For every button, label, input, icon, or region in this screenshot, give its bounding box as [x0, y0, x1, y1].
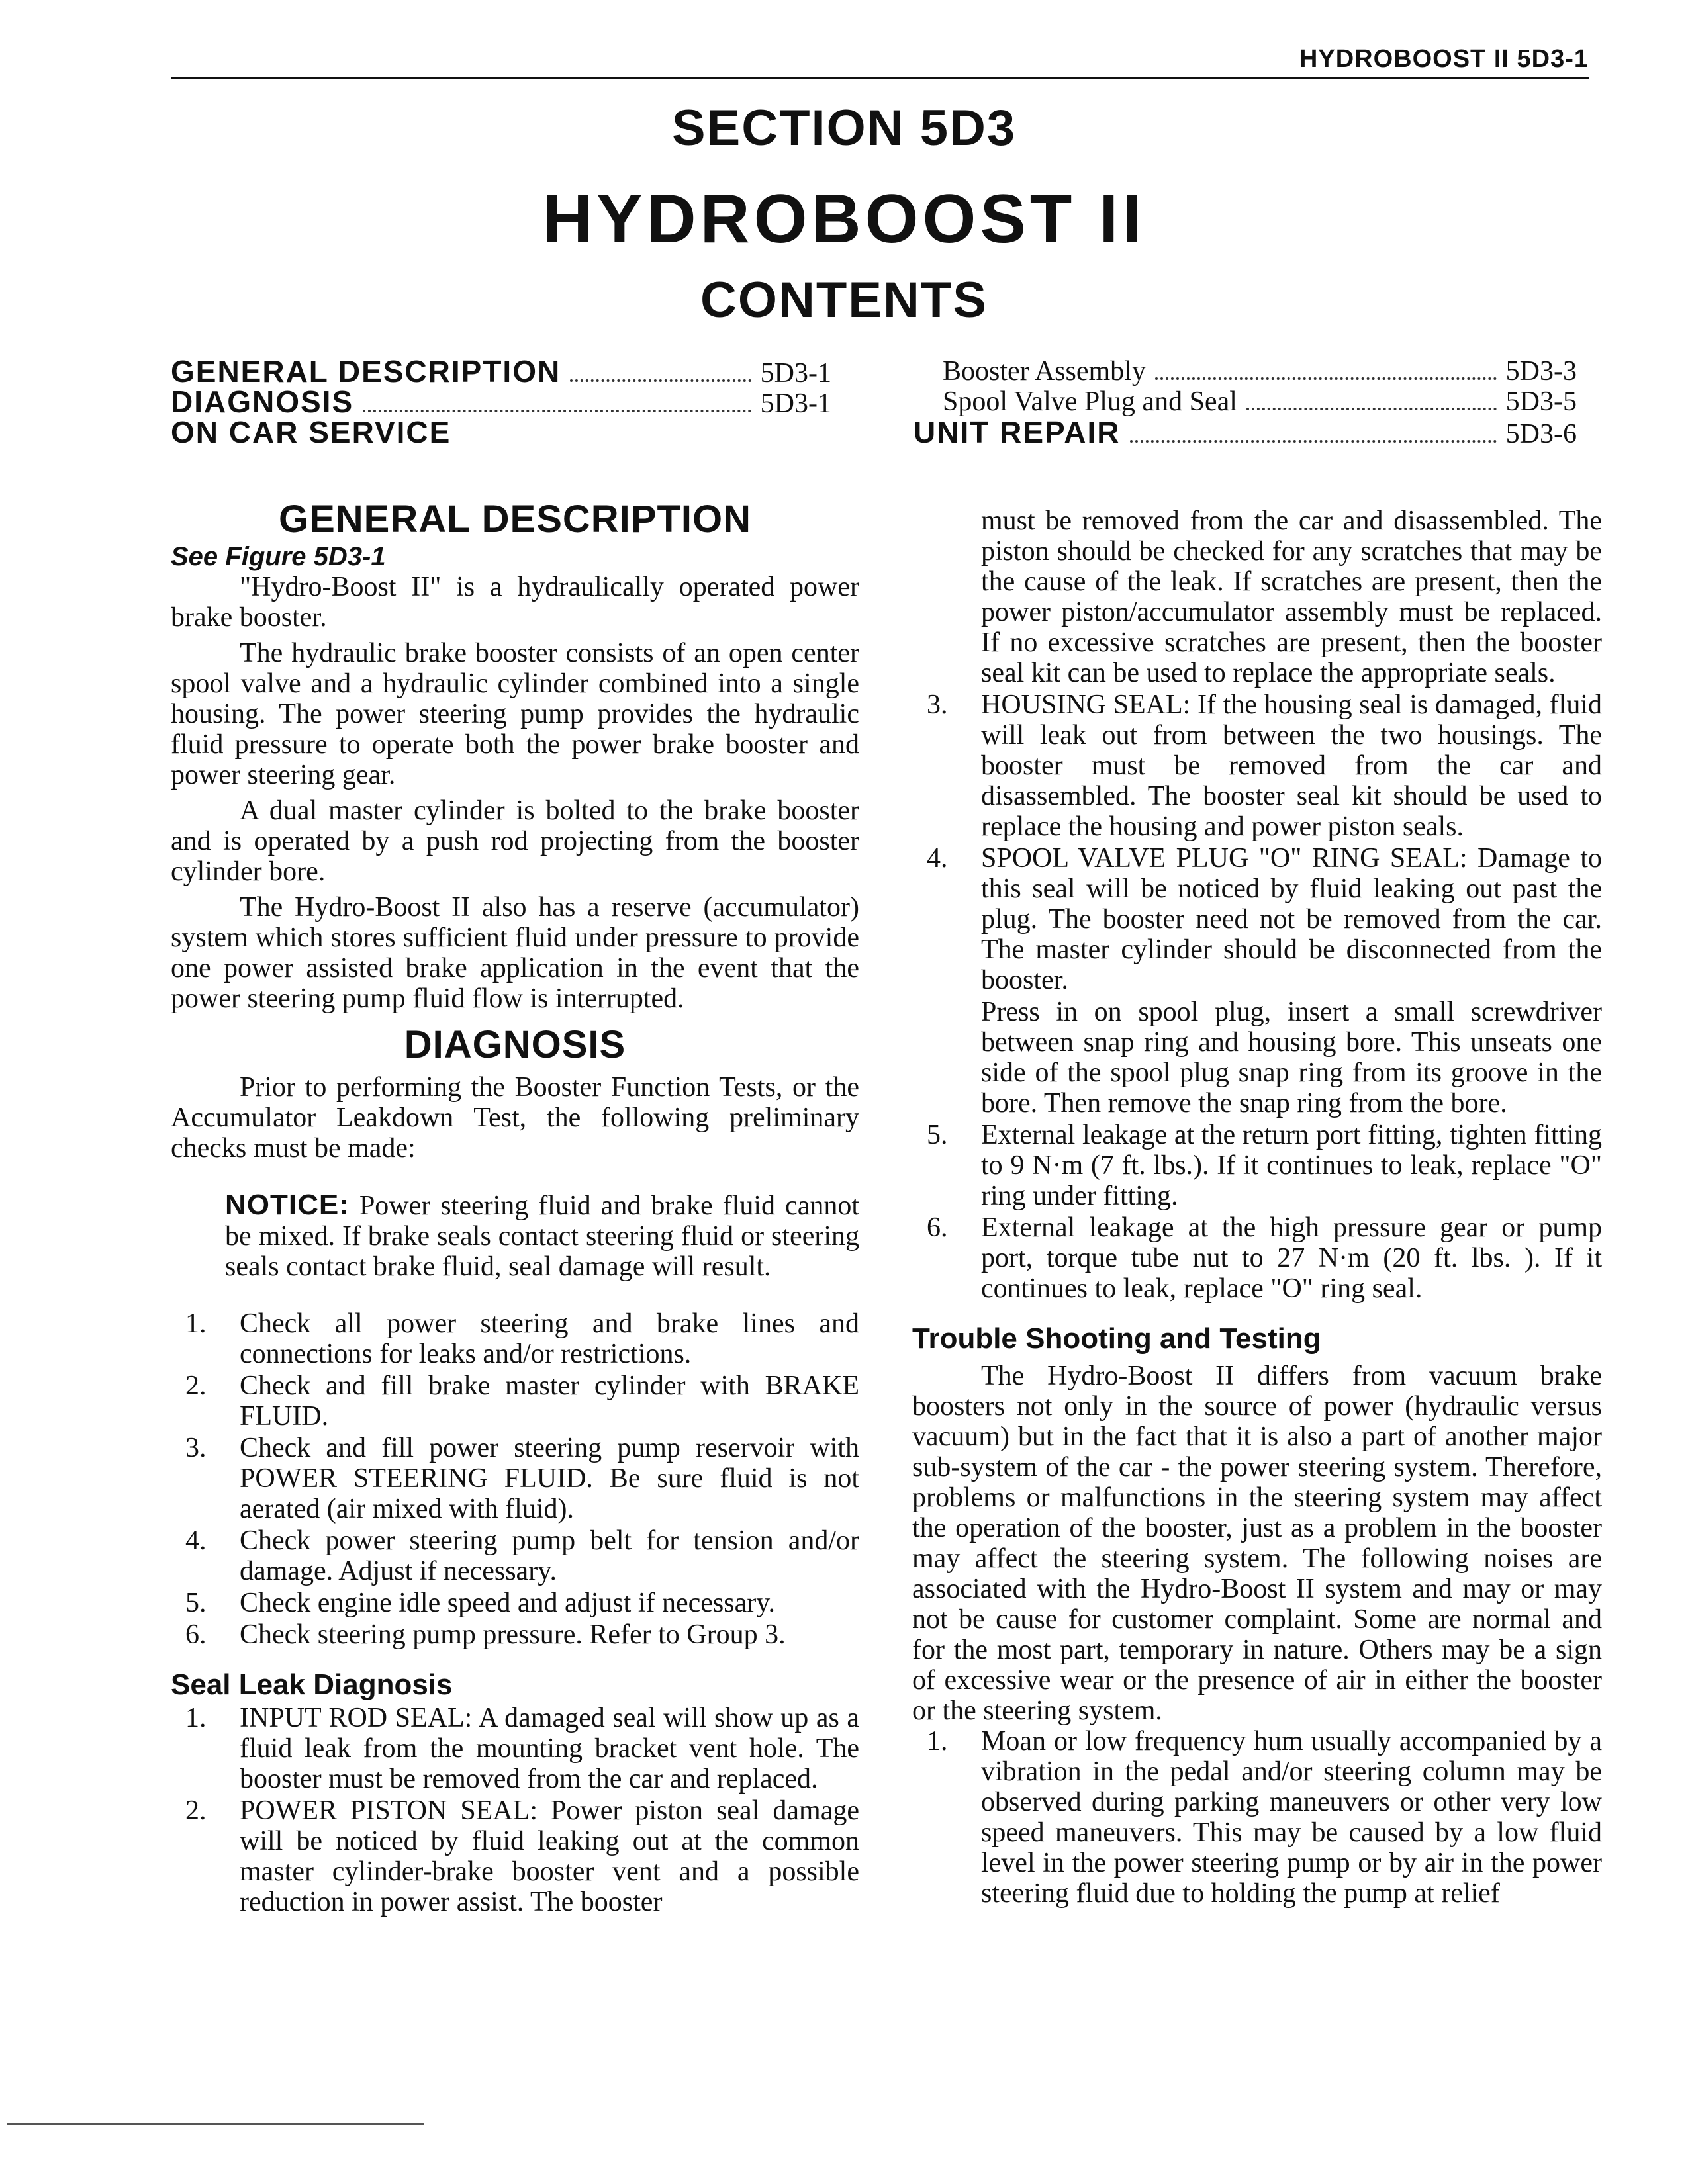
seal-leak-heading: Seal Leak Diagnosis — [171, 1668, 453, 1701]
general-description-heading: GENERAL DESCRIPTION — [278, 498, 751, 541]
contents-title: CONTENTS — [700, 272, 988, 328]
toc-left — [171, 356, 831, 447]
right-column — [912, 506, 1602, 1910]
paragraph: A dual master cylinder is bolted to the brake booster and is operated by a push rod projecting from the booster cylinder bore. — [171, 796, 859, 887]
list-item — [171, 1525, 859, 1586]
list-item — [171, 1308, 859, 1369]
paragraph: "Hydro-Boost II" is a hydraulically operated power brake booster. — [171, 572, 859, 633]
paragraph: The Hydro-Boost II differs from vacuum brake boosters not only in the source of power (hydraulic versus vacuum) but in the fact that it is also a part of another major sub-system of the car - the power steering system. Therefore, problems or malfunctions in the steering system may affect the operation of the booster, just as a problem in the booster may affect the steering system. The following noises are associated with the Hydro-Boost II system and may or may not be cause for customer complaint. Some are normal and for the most part, temporary in nature. Others may be a sign of excessive wear or the presence of air in either the booster or the steering system. — [912, 1361, 1602, 1726]
toc-leader — [570, 379, 751, 382]
list-number: 1. — [185, 1308, 207, 1339]
notice-box — [225, 1190, 859, 1282]
list-item — [912, 1726, 1602, 1909]
list-number: 4. — [185, 1525, 207, 1556]
list-text: Check all power steering and brake lines and connections for leaks and/or restrictions. — [240, 1308, 859, 1369]
list-item — [912, 843, 1602, 995]
toc-page: 5D3-1 — [760, 388, 831, 419]
page-title: HYDROBOOST II — [542, 181, 1146, 257]
list-text: INPUT ROD SEAL: A damaged seal will show up as a fluid leak from the mounting bracket vent hole. The booster must be removed from the car and replaced. — [240, 1703, 859, 1794]
list-text: HOUSING SEAL: If the housing seal is damaged, fluid will leak out from between the two housings. The booster must be removed from the car and disassembled. The booster seal kit should be used to replace the housing and power piston seals. — [981, 690, 1602, 842]
list-item — [171, 1433, 859, 1524]
toc-page: 5D3-1 — [760, 358, 831, 388]
seal-leak-list — [171, 1703, 859, 1917]
footer-rule — [7, 2123, 424, 2125]
toc-entry[interactable] — [914, 417, 1577, 447]
toc-entry[interactable] — [171, 356, 831, 387]
section-title: SECTION 5D3 — [671, 100, 1017, 156]
list-text: Check steering pump pressure. Refer to Group 3. — [240, 1619, 786, 1650]
paragraph: Prior to performing the Booster Function Tests, or the Accumulator Leakdown Test, the following preliminary checks must be made: — [171, 1072, 859, 1163]
list-number: 1. — [185, 1703, 207, 1733]
list-number: 3. — [185, 1433, 207, 1463]
paragraph: The hydraulic brake booster consists of an open center spool valve and a hydraulic cylinder combined into a single housing. The power steering pump provides the hydraulic fluid pressure to operate both the power brake booster and power steering gear. — [171, 638, 859, 790]
list-number: 5. — [185, 1588, 207, 1618]
toc-leader — [1246, 408, 1497, 410]
list-number: 2. — [185, 1796, 207, 1826]
list-number: 3. — [927, 690, 948, 720]
toc-label: UNIT REPAIR — [914, 415, 1121, 449]
toc-label: Spool Valve Plug and Seal — [943, 387, 1237, 417]
list-text: Moan or low frequency hum usually accompanied by a vibration in the pedal and/or steering column may be observed during parking maneuvers or other very low speed maneuvers. This may be caused by a low fluid level in the power steering pump or by air in the power steering fluid due to holding the pump at relief — [981, 1726, 1602, 1909]
list-item — [912, 690, 1602, 842]
preliminary-checks-list — [171, 1308, 859, 1650]
toc-right — [914, 356, 1577, 447]
toc-page: 5D3-6 — [1505, 419, 1577, 449]
seal-leak-list-end — [912, 1120, 1602, 1304]
list-text: Check engine idle speed and adjust if necessary. — [240, 1588, 775, 1618]
list-number: 6. — [927, 1212, 948, 1243]
list-item — [171, 1796, 859, 1917]
list-number: 5. — [927, 1120, 948, 1150]
toc-label: GENERAL DESCRIPTION — [171, 354, 561, 388]
list-item — [171, 1371, 859, 1432]
list-item — [171, 1588, 859, 1618]
list-number: 1. — [927, 1726, 948, 1756]
header-rule — [171, 77, 1589, 79]
list-number: 2. — [185, 1371, 207, 1401]
list-item — [912, 1120, 1602, 1211]
list-item — [912, 1212, 1602, 1304]
toc-entry[interactable] — [914, 387, 1577, 417]
toc-label: DIAGNOSIS — [171, 385, 354, 419]
figure-reference: See Figure 5D3-1 — [171, 542, 386, 571]
trouble-shooting-heading: Trouble Shooting and Testing — [912, 1322, 1321, 1355]
list-text: External leakage at the return port fitting, tighten fitting to 9 N·m (7 ft. lbs.). If it continues to leak, replace "O" ring under fitting. — [981, 1120, 1602, 1211]
list-text: SPOOL VALVE PLUG "O" RING SEAL: Damage to this seal will be noticed by fluid leaking out past the plug. The booster need not be removed from the car. The master cylinder should be disconnected from the booster. — [981, 843, 1602, 995]
toc-entry[interactable] — [171, 417, 831, 447]
diagnosis-heading: DIAGNOSIS — [404, 1023, 626, 1066]
list-item-continuation: Press in on spool plug, insert a small screwdriver between snap ring and housing bore. This unseats one side of the spool plug snap ring from its groove in the bore. Then remove the snap ring from the bore. — [981, 997, 1602, 1118]
toc-leader — [1155, 377, 1497, 380]
toc-entry[interactable] — [171, 387, 831, 417]
notice-text: Power steering fluid and brake fluid cannot be mixed. If brake seals contact steering fluid or steering seals contact brake fluid, seal damage will result. — [225, 1191, 859, 1282]
list-item — [171, 1703, 859, 1794]
toc-page: 5D3-3 — [1505, 356, 1577, 387]
list-item-continuation: must be removed from the car and disassembled. The piston should be checked for any scratches that may be the cause of the leak. If scratches are present, then the power piston/accumulator assembly must be replaced. If no excessive scratches are present, then the booster seal kit can be used to replace the appropriate seals. — [981, 506, 1602, 688]
toc-label: Booster Assembly — [943, 356, 1146, 387]
list-number: 4. — [927, 843, 948, 874]
seal-leak-list-continued — [912, 690, 1602, 995]
list-number: 6. — [185, 1619, 207, 1650]
list-text: Check and fill brake master cylinder with BRAKE FLUID. — [240, 1371, 859, 1432]
list-text: Check and fill power steering pump reservoir with POWER STEERING FLUID. Be sure fluid is not aerated (air mixed with fluid). — [240, 1433, 859, 1524]
paragraph: The Hydro-Boost II also has a reserve (accumulator) system which stores sufficient fluid under pressure to provide one power assisted brake application in the event that the power steering pump fluid flow is interrupted. — [171, 892, 859, 1014]
running-head: HYDROBOOST II 5D3-1 — [1299, 45, 1589, 73]
toc-leader — [363, 410, 751, 412]
notice-label: NOTICE: — [225, 1189, 350, 1221]
noise-list — [912, 1726, 1602, 1909]
list-text: External leakage at the high pressure gear or pump port, torque tube nut to 27 N·m (20 ft. lbs. ). If it continues to leak, replace "O" ring seal. — [981, 1212, 1602, 1304]
toc-page: 5D3-5 — [1505, 387, 1577, 417]
left-column — [171, 490, 859, 1919]
list-text: Check power steering pump belt for tension and/or damage. Adjust if necessary. — [240, 1525, 859, 1586]
toc-entry[interactable] — [914, 356, 1577, 387]
list-text: POWER PISTON SEAL: Power piston seal damage will be noticed by fluid leaking out at the common master cylinder-brake booster vent and a possible reduction in power assist. The booster — [240, 1796, 859, 1917]
list-item — [171, 1619, 859, 1650]
toc-label: ON CAR SERVICE — [171, 415, 451, 449]
toc-leader — [1130, 440, 1497, 443]
